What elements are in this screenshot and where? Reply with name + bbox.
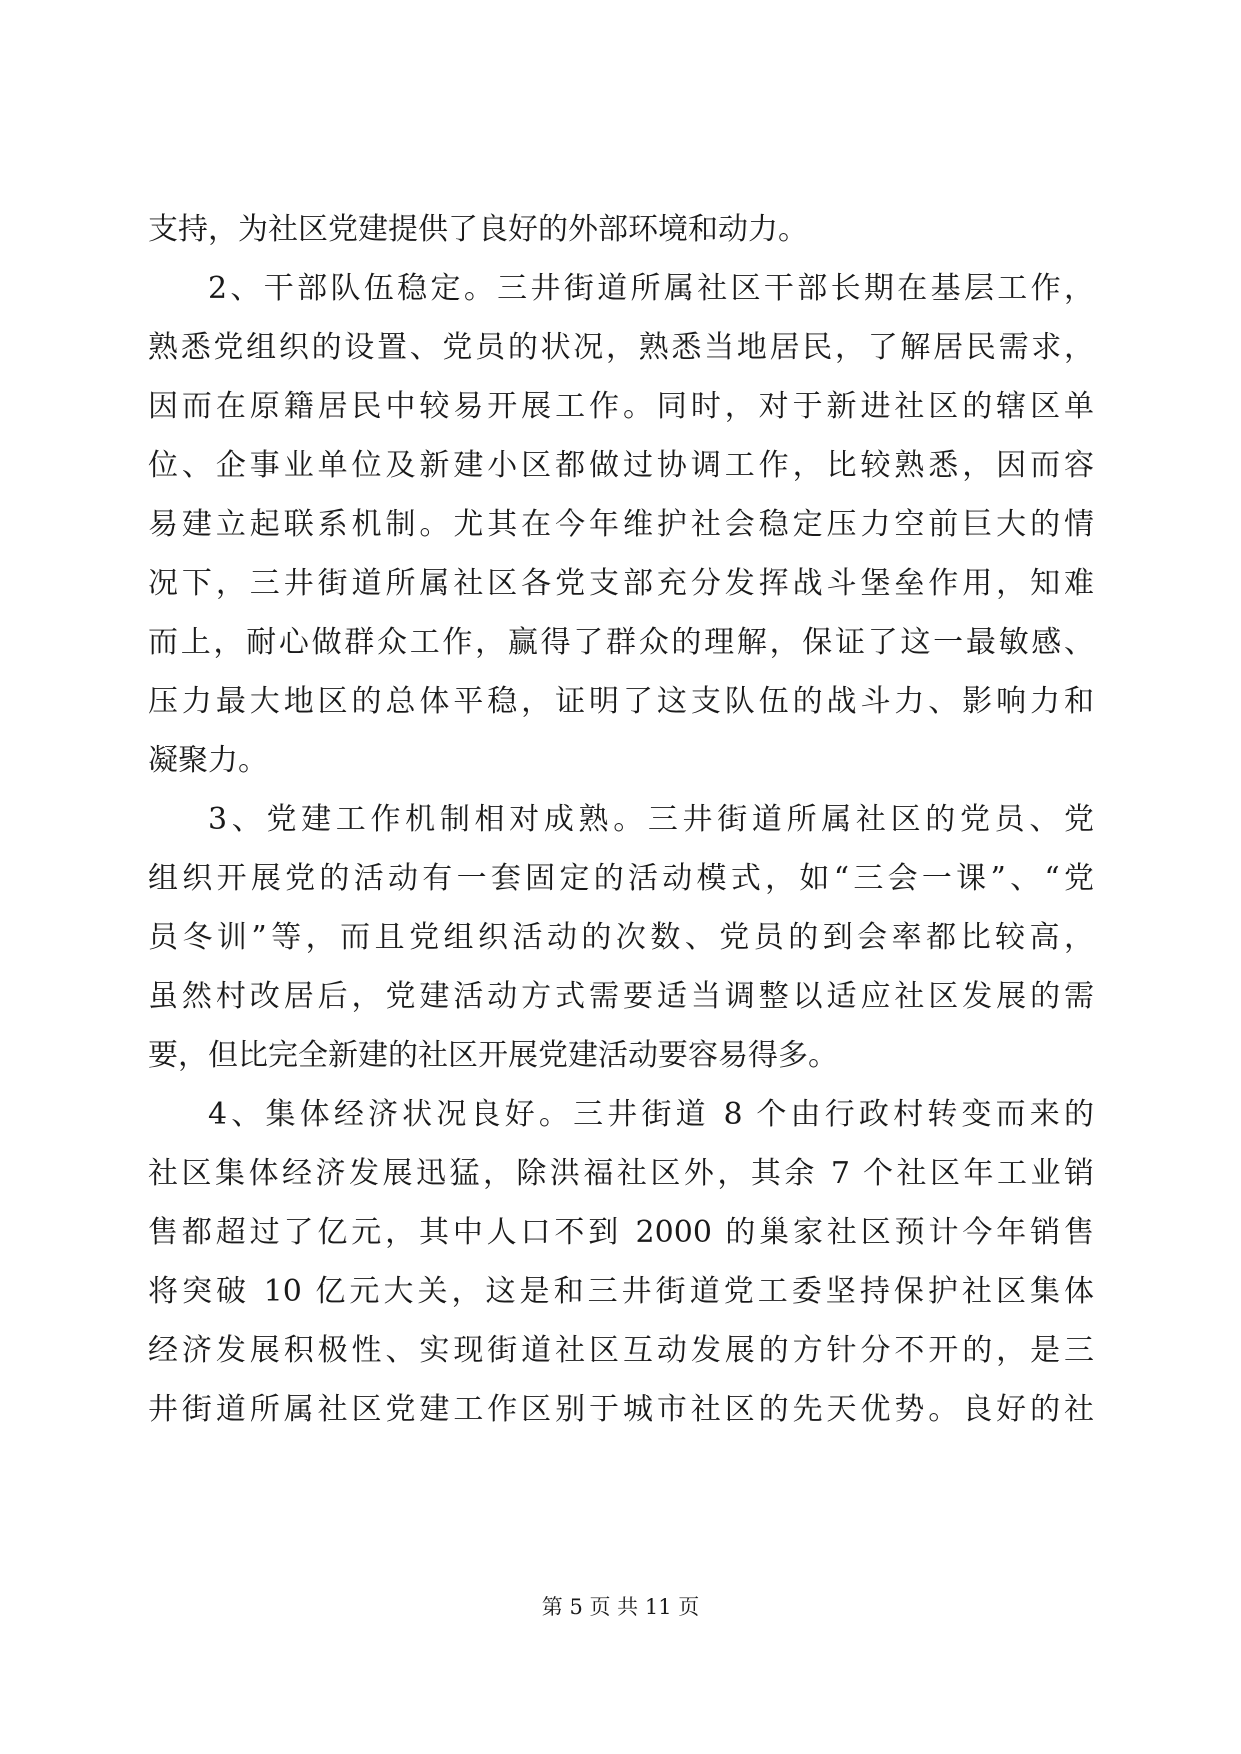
page-number: 第 5 页 共 11 页 bbox=[541, 1595, 700, 1619]
text-line: 售都超过了亿元，其中人口不到 2000 的巢家社区预计今年销售 bbox=[148, 1215, 1094, 1250]
text-line: 2、干部队伍稳定。三井街道所属社区干部长期在基层工作， bbox=[208, 271, 1094, 306]
text-line: 经济发展积极性、实现街道社区互动发展的方针分不开的，是三 bbox=[148, 1333, 1094, 1368]
text-line: 位、企事业单位及新建小区都做过协调工作，比较熟悉，因而容 bbox=[148, 448, 1094, 483]
text-line: 井街道所属社区党建工作区别于城市社区的先天优势。良好的社 bbox=[148, 1392, 1094, 1427]
text-line: 易建立起联系机制。尤其在今年维护社会稳定压力空前巨大的情 bbox=[148, 507, 1094, 542]
text-line: 4、集体经济状况良好。三井街道 8 个由行政村转变而来的 bbox=[208, 1097, 1094, 1132]
text-line: 压力最大地区的总体平稳，证明了这支队伍的战斗力、影响力和 bbox=[148, 684, 1094, 719]
text-line: 凝聚力。 bbox=[148, 743, 268, 778]
text-line: 要，但比完全新建的社区开展党建活动要容易得多。 bbox=[148, 1038, 838, 1073]
text-line: 而上，耐心做群众工作，赢得了群众的理解，保证了这一最敏感、 bbox=[148, 625, 1094, 660]
text-line: 支持，为社区党建提供了良好的外部环境和动力。 bbox=[148, 212, 808, 247]
text-line: 组织开展党的活动有一套固定的活动模式，如“三会一课”、“党 bbox=[148, 861, 1094, 896]
text-line: 况下，三井街道所属社区各党支部充分发挥战斗堡垒作用，知难 bbox=[148, 566, 1094, 601]
text-line: 虽然村改居后，党建活动方式需要适当调整以适应社区发展的需 bbox=[148, 979, 1094, 1014]
text-line: 因而在原籍居民中较易开展工作。同时，对于新进社区的辖区单 bbox=[148, 389, 1094, 424]
text-line: 将突破 10 亿元大关，这是和三井街道党工委坚持保护社区集体 bbox=[148, 1274, 1094, 1309]
page-footer bbox=[0, 1592, 1241, 1622]
text-line: 熟悉党组织的设置、党员的状况，熟悉当地居民，了解居民需求， bbox=[148, 330, 1094, 365]
text-line: 3、党建工作机制相对成熟。三井街道所属社区的党员、党 bbox=[208, 802, 1094, 837]
text-line: 社区集体经济发展迅猛，除洪福社区外，其余 7 个社区年工业销 bbox=[148, 1156, 1094, 1191]
body-text bbox=[148, 200, 1094, 1439]
text-line: 员冬训”等，而且党组织活动的次数、党员的到会率都比较高， bbox=[148, 920, 1094, 955]
